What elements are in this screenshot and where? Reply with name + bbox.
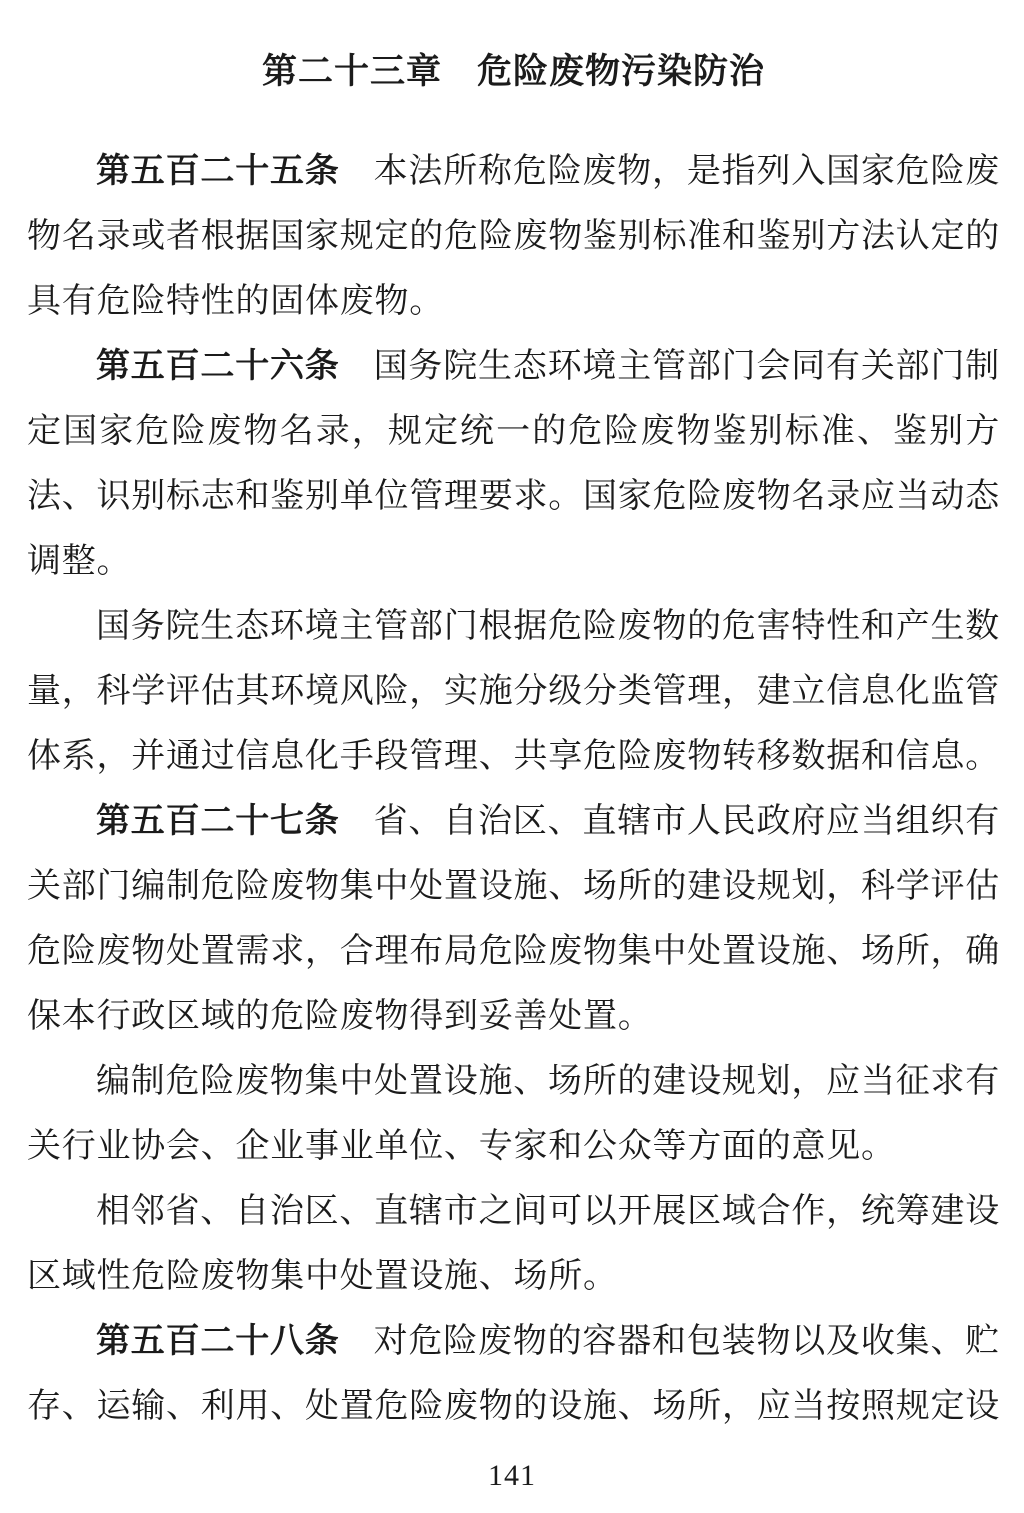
paragraph-text: 国务院生态环境主管部门会同有关部门制定国家危险废物名录，规定统一的危险废物鉴别标准、鉴别方法、识别标志和鉴别单位管理要求。国家危险废物名录应当动态调整。 <box>27 348 1001 580</box>
paragraph-text: 省、自治区、直辖市人民政府应当组织有关部门编制危险废物集中处置设施、场所的建设规划，科学评估危险废物处置需求，合理布局危险废物集中处置设施、场所，确保本行政区域的危险废物得到妥善处置。 <box>27 803 1001 1035</box>
law-paragraph <box>27 139 1000 334</box>
law-paragraph <box>27 334 1000 594</box>
paragraph-text: 编制危险废物集中处置设施、场所的建设规划，应当征求有关行业协会、企业事业单位、专家和公众等方面的意见。 <box>27 1063 1000 1165</box>
law-paragraph <box>27 1049 1000 1179</box>
paragraph-text: 国务院生态环境主管部门根据危险废物的危害特性和产生数量，科学评估其环境风险，实施分级分类管理，建立信息化监管体系，并通过信息化手段管理、共享危险废物转移数据和信息。 <box>27 608 1000 775</box>
paragraph-text: 相邻省、自治区、直辖市之间可以开展区域合作，统筹建设区域性危险废物集中处置设施、场所。 <box>27 1193 1000 1295</box>
paragraph-text: 本法所称危险废物，是指列入国家危险废物名录或者根据国家规定的危险废物鉴别标准和鉴别方法认定的具有危险特性的固体废物。 <box>27 153 1001 320</box>
law-paragraph <box>27 594 1000 789</box>
law-paragraph <box>27 789 1000 1049</box>
article-number-label: 第五百二十八条 <box>96 1322 340 1360</box>
article-number-label: 第五百二十五条 <box>96 152 340 190</box>
page-number: 141 <box>488 1459 536 1492</box>
article-number-label: 第五百二十六条 <box>96 347 340 385</box>
law-text-body <box>27 139 1000 1439</box>
chapter-heading <box>27 53 1000 91</box>
law-paragraph <box>27 1179 1000 1309</box>
law-paragraph <box>27 1309 1000 1439</box>
paragraph-text: 对危险废物的容器和包装物以及收集、贮存、运输、利用、处置危险废物的设施、场所，应当按照规定设 <box>27 1323 1001 1425</box>
chapter-title-label: 危险废物污染防治 <box>477 52 766 91</box>
article-number-label: 第五百二十七条 <box>96 802 340 840</box>
chapter-number-label: 第二十三章 <box>261 52 442 91</box>
